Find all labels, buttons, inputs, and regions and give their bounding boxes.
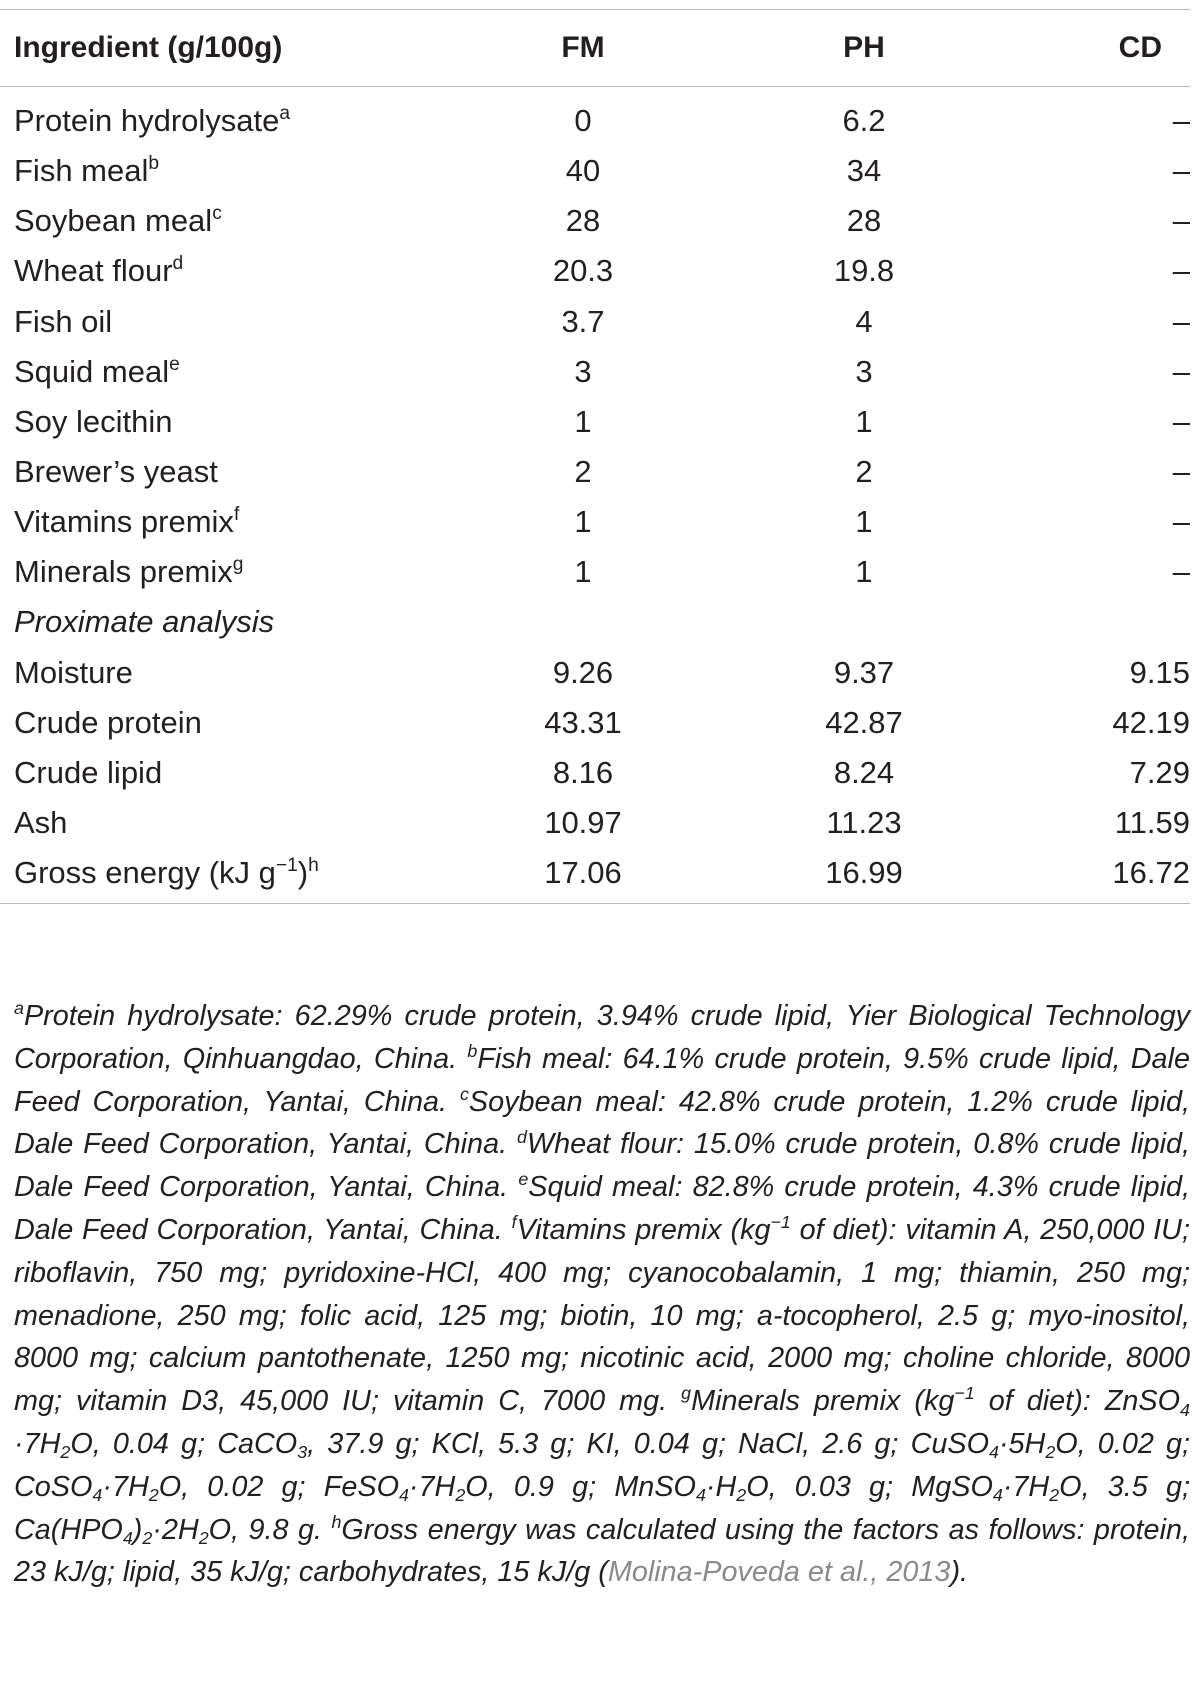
formula-subscript: 4 xyxy=(122,1527,133,1548)
row-label xyxy=(14,504,239,540)
fm-value: 8.16 xyxy=(552,755,614,790)
formula-text: Ca(HPO xyxy=(14,1513,123,1546)
row-label-text: Soybean meal xyxy=(14,203,213,238)
row-label xyxy=(14,103,290,139)
formula-subscript: 2 xyxy=(148,1485,159,1506)
fm-value: 3 xyxy=(574,354,592,389)
formula-text: FeSO xyxy=(323,1470,399,1503)
section-label-proximate: Proximate analysis xyxy=(14,604,275,639)
cd-value: – xyxy=(1172,354,1190,389)
formula-text: ·7H xyxy=(102,1470,149,1503)
formula-text: ·7H xyxy=(14,1427,61,1460)
footnote-text: Minerals premix (kg xyxy=(691,1385,955,1418)
formula-text: O, 3.5 g; xyxy=(1059,1470,1191,1503)
citation-link[interactable]: Molina-Poveda et al., 2013 xyxy=(607,1556,951,1589)
header-rule xyxy=(0,86,1190,87)
row-label xyxy=(14,805,67,841)
formula-subscript: 2 xyxy=(1045,1442,1056,1463)
formula-subscript: 2 xyxy=(455,1485,466,1506)
formula-text: ·2H xyxy=(152,1513,199,1546)
formula-text: O, 0.02 g; xyxy=(1055,1427,1191,1460)
row-label-text: Crude protein xyxy=(14,705,202,740)
ph-value: 1 xyxy=(855,404,873,439)
formula-subscript: 4 xyxy=(1180,1399,1190,1420)
row-label xyxy=(14,454,218,490)
row-label xyxy=(14,705,202,741)
row-label-text: Soy lecithin xyxy=(14,404,173,439)
row-label xyxy=(14,554,243,590)
ph-value: 42.87 xyxy=(825,705,903,740)
fm-value: 43.31 xyxy=(544,705,622,740)
formula-text: O, 9.8 g. xyxy=(208,1513,322,1546)
footnote-exponent: −1 xyxy=(954,1383,975,1404)
footnote-text: Fish meal: 64.1% crude protein, 9.5% crude lipid, Dale Feed Corporation, Yantai, China. xyxy=(14,1042,1190,1118)
formula-text: MnSO xyxy=(614,1470,696,1503)
cd-value: 16.72 xyxy=(1112,855,1190,890)
row-label-text: Fish meal xyxy=(14,153,149,188)
footnote-mark: h xyxy=(331,1511,342,1532)
formula-text: ·5H xyxy=(998,1427,1046,1460)
footnote-text: Gross energy was calculated using the factors as follows: protein, 23 kJ/g; lipid, 35 kJ/g; carbohydrates, 15 kJ/g ( xyxy=(14,1513,1190,1589)
fm-value: 0 xyxy=(574,103,592,138)
formula-text: O, 0.04 g; xyxy=(70,1427,218,1460)
footnote-mark: g xyxy=(681,1383,692,1404)
row-label xyxy=(14,203,222,239)
formula-subscript: 4 xyxy=(695,1485,706,1506)
ph-value: 34 xyxy=(846,153,882,188)
footnote-text: Soybean meal: 42.8% crude protein, 1.2% crude lipid, Dale Feed Corporation, Yantai, China. xyxy=(14,1085,1190,1161)
row-label-text: Ash xyxy=(14,805,68,840)
footnote-mark: h xyxy=(308,855,319,877)
ph-value: 28 xyxy=(846,203,882,238)
ph-value: 11.23 xyxy=(826,805,902,840)
row-label-text: Vitamins premix xyxy=(14,504,234,539)
row-label-text: ) xyxy=(297,855,309,890)
footnote-text: ). xyxy=(950,1556,969,1589)
footnote-mark: e xyxy=(169,354,180,376)
formula-text: CuSO xyxy=(910,1427,989,1460)
footnote-mark: b xyxy=(467,1041,478,1062)
formula-text: CoSO xyxy=(14,1470,93,1503)
fm-value: 3.7 xyxy=(561,304,605,339)
fm-value: 20.3 xyxy=(552,253,614,288)
formula-text: KCl, 5.3 g; xyxy=(431,1427,587,1460)
ph-value: 6.2 xyxy=(842,103,886,138)
footnote-text: Vitamins premix (kg xyxy=(516,1213,771,1246)
formula-subscript: 4 xyxy=(92,1485,103,1506)
footnote-mark: f xyxy=(511,1212,517,1233)
row-label-text: Gross energy (kJ g xyxy=(14,855,276,890)
row-label-text: Fish oil xyxy=(14,304,113,339)
row-label-text: Squid meal xyxy=(14,354,170,389)
row-label xyxy=(14,655,133,691)
footnote-mark: e xyxy=(518,1169,529,1190)
fm-value: 1 xyxy=(574,404,592,439)
formula-text: ·H xyxy=(705,1470,737,1503)
cd-value: 11.59 xyxy=(1114,805,1190,840)
fm-value: 17.06 xyxy=(544,855,622,890)
formula-subscript: 4 xyxy=(992,1485,1003,1506)
cd-value: 42.19 xyxy=(1112,705,1190,740)
formula-text: ) xyxy=(132,1513,143,1546)
cd-value: – xyxy=(1172,203,1190,238)
formula-text: NaCl, 2.6 g; xyxy=(738,1427,911,1460)
footnote-mark: d xyxy=(172,253,184,275)
formula-text: O, 0.02 g; xyxy=(158,1470,324,1503)
header-cd: CD xyxy=(1118,31,1162,64)
ph-value: 16.99 xyxy=(825,855,903,890)
formula-subscript: 4 xyxy=(989,1442,999,1463)
header-ph: PH xyxy=(843,31,885,64)
ph-value: 8.24 xyxy=(833,755,895,790)
row-label xyxy=(14,404,173,440)
footnote-mark: b xyxy=(148,153,160,175)
fm-value: 10.97 xyxy=(544,805,622,840)
cd-value: – xyxy=(1172,304,1190,339)
formula-text: ·7H xyxy=(408,1470,456,1503)
cd-value: – xyxy=(1172,253,1190,288)
formula-text: ·7H xyxy=(1002,1470,1050,1503)
row-label-text: Crude lipid xyxy=(14,755,163,790)
footnote-text: of diet): xyxy=(974,1385,1091,1418)
cd-value: – xyxy=(1172,103,1190,138)
ph-value: 19.8 xyxy=(833,253,895,288)
unit-exponent: −1 xyxy=(275,855,298,877)
footnote-text: of diet): vitamin A, 250,000 IU; riboflavin, 750 mg; pyridoxine-HCl, 400 mg; cyanocobalamin, 1 mg; thiamin, 250 mg; menadione, 250 mg; folic acid, 125 mg; biotin, 10 mg; a-tocopherol, 2.5 g; myo-inositol, 8000 mg; calcium pantothenate, 1250 mg; nicotinic acid, 2000 mg; choline chloride, 8000 mg; vitamin D3, 45,000 IU; vitamin C, 7000 mg. xyxy=(14,1213,1190,1418)
ph-value: 4 xyxy=(855,304,873,339)
row-label xyxy=(14,253,183,289)
formula-text: MgSO xyxy=(911,1470,993,1503)
cd-value: 9.15 xyxy=(1129,655,1190,690)
footnote-mark: d xyxy=(516,1126,527,1147)
cd-value: – xyxy=(1172,554,1190,589)
header-ingredient: Ingredient (g/100g) xyxy=(14,31,283,64)
cd-value: – xyxy=(1172,404,1190,439)
row-label-text: Minerals premix xyxy=(14,554,233,589)
cd-value: – xyxy=(1172,504,1190,539)
fm-value: 1 xyxy=(574,504,592,539)
formula-subscript: 3 xyxy=(297,1442,308,1463)
row-label-text: Moisture xyxy=(14,655,133,690)
ph-value: 2 xyxy=(855,454,873,489)
row-label xyxy=(14,153,159,189)
footnote-text: Squid meal: 82.8% crude protein, 4.3% crude lipid, Dale Feed Corporation, Yantai, China. xyxy=(14,1171,1190,1246)
formula-subscript: 2 xyxy=(142,1527,153,1548)
row-label-text: Brewer’s yeast xyxy=(14,454,218,489)
fm-value: 28 xyxy=(565,203,601,238)
footnote-mark: c xyxy=(212,203,222,225)
formula-text: , 37.9 g; xyxy=(307,1427,432,1460)
cd-value: 7.29 xyxy=(1129,755,1190,790)
footnote-mark: a xyxy=(279,103,291,125)
cd-value: – xyxy=(1172,454,1190,489)
fm-value: 9.26 xyxy=(552,655,614,690)
bottom-rule xyxy=(0,903,1190,904)
formula-text: O, 0.03 g; xyxy=(746,1470,912,1503)
formula-text: KI, 0.04 g; xyxy=(586,1427,739,1460)
row-label xyxy=(14,354,180,390)
ph-value: 1 xyxy=(855,504,873,539)
footnote-exponent: −1 xyxy=(770,1212,791,1233)
formula-subscript: 2 xyxy=(198,1527,209,1548)
row-label xyxy=(14,755,162,791)
row-label-text: Protein hydrolysate xyxy=(14,103,280,138)
formula-text: O, 0.9 g; xyxy=(465,1470,615,1503)
footnote-text: Wheat flour: 15.0% crude protein, 0.8% crude lipid, Dale Feed Corporation, Yantai, China. xyxy=(14,1128,1190,1204)
formula-text: ZnSO xyxy=(1104,1385,1181,1418)
formula-subscript: 2 xyxy=(60,1442,71,1463)
table-footnote xyxy=(14,995,1190,1594)
footnote-mark: f xyxy=(233,504,240,526)
top-rule xyxy=(0,9,1190,10)
cd-value: – xyxy=(1172,153,1190,188)
footnote-text: Protein hydrolysate: 62.29% crude protein, 3.94% crude lipid, Yier Biological Technology Corporation, Qinhuangdao, China. xyxy=(14,1000,1190,1075)
ph-value: 1 xyxy=(855,554,873,589)
row-label xyxy=(14,855,319,891)
formula-subscript: 2 xyxy=(1049,1485,1060,1506)
fm-value: 2 xyxy=(574,454,592,489)
fm-value: 1 xyxy=(574,554,592,589)
formula-text: CaCO xyxy=(217,1427,298,1460)
header-fm: FM xyxy=(561,31,605,64)
formula-subscript: 4 xyxy=(398,1485,409,1506)
footnote-mark: a xyxy=(14,998,24,1019)
row-label xyxy=(14,304,112,340)
row-label-text: Wheat flour xyxy=(14,253,173,288)
ph-value: 9.37 xyxy=(833,655,895,690)
footnote-mark: c xyxy=(459,1083,469,1104)
formula-subscript: 2 xyxy=(736,1485,747,1506)
fm-value: 40 xyxy=(565,153,601,188)
ph-value: 3 xyxy=(855,354,873,389)
footnote-mark: g xyxy=(232,554,244,576)
